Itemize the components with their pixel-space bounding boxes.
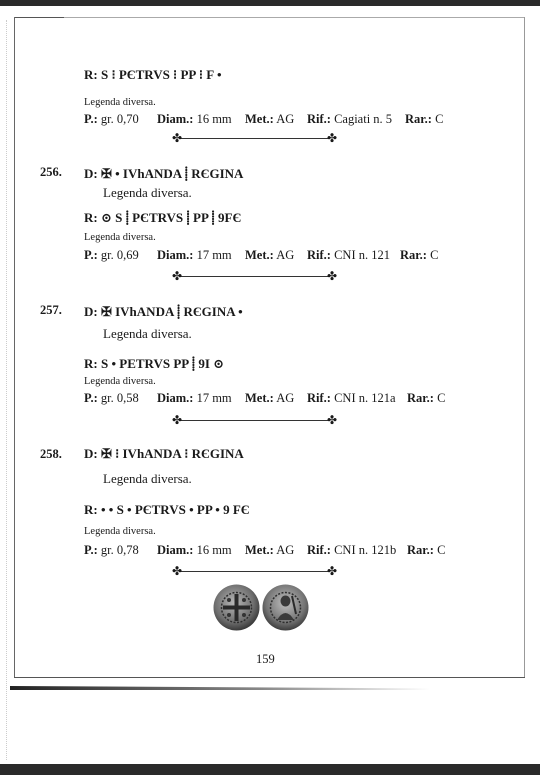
entry-reverse-note: Legenda diversa. xyxy=(84,526,156,537)
diam-label: Diam.: xyxy=(157,112,194,126)
entry-obverse-legend: D: ✠ • IVhANDA ⸽ RЄGINA xyxy=(84,166,244,181)
entry-meta-row xyxy=(84,112,139,127)
met-label: Met.: xyxy=(245,112,274,126)
rif-label: Rif.: xyxy=(307,112,331,126)
diam-field xyxy=(157,112,232,127)
diam-field xyxy=(157,543,232,558)
entry-reverse-legend: R: ⊙ S ⸽ PЄTRVS ⸽ PP ⸽ 9FЄ xyxy=(84,210,242,225)
entry-obverse-note: Legenda diversa. xyxy=(103,185,192,200)
entry-reverse-note: Legenda diversa. xyxy=(84,232,156,243)
rar-field xyxy=(407,543,445,558)
entry-number: 257. xyxy=(40,303,62,317)
coin-obverse-icon xyxy=(213,584,260,631)
fleuron-icon: ✤ xyxy=(172,269,183,283)
diam-value: 17 mm xyxy=(196,248,232,262)
peso-field xyxy=(84,248,139,263)
coin-reverse-icon xyxy=(262,584,309,631)
rar-value: C xyxy=(437,391,446,405)
fleuron-icon: ✤ xyxy=(326,564,337,578)
diam-field xyxy=(157,248,232,263)
peso-label: P.: xyxy=(84,248,98,262)
rar-field xyxy=(405,112,443,127)
rif-value: CNI n. 121a xyxy=(334,391,396,405)
peso-value: gr. 0,78 xyxy=(100,543,139,557)
met-field xyxy=(245,112,294,127)
rif-field xyxy=(307,112,392,127)
met-label: Met.: xyxy=(245,391,274,405)
separator-rule xyxy=(172,414,337,426)
separator-rule xyxy=(172,270,337,282)
entry-reverse-note: Legenda diversa. xyxy=(84,97,156,108)
entry-reverse-legend: R: S ⁝ PЄTRVS ⁝ PP ⁝ F • xyxy=(84,67,222,82)
met-value: AG xyxy=(276,391,295,405)
rar-value: C xyxy=(430,248,439,262)
fleuron-icon: ✤ xyxy=(172,564,183,578)
rif-label: Rif.: xyxy=(307,391,331,405)
entry-reverse-note: Legenda diversa. xyxy=(84,376,156,387)
entry-reverse-legend: R: S • PETRVS PP ⸽ 9I ⊙ xyxy=(84,356,225,371)
entry-obverse-note: Legenda diversa. xyxy=(103,326,192,341)
frame-top-line xyxy=(14,17,64,18)
entry-obverse-note: Legenda diversa. xyxy=(103,471,192,486)
peso-value: gr. 0,58 xyxy=(100,391,139,405)
entry-number: 258. xyxy=(40,447,62,461)
entry-obverse-legend: D: ✠ IVhANDA ⸽ RЄGINA • xyxy=(84,304,243,319)
fleuron-icon: ✤ xyxy=(326,269,337,283)
rif-value: CNI n. 121b xyxy=(334,543,397,557)
rar-label: Rar.: xyxy=(400,248,427,262)
diam-value: 17 mm xyxy=(196,391,232,405)
entry-number: 256. xyxy=(40,165,62,179)
peso-field xyxy=(84,543,139,558)
met-field xyxy=(245,543,294,558)
diam-value: 16 mm xyxy=(196,112,232,126)
met-value: AG xyxy=(276,112,295,126)
frame-right-line xyxy=(524,17,525,677)
met-label: Met.: xyxy=(245,543,274,557)
diam-label: Diam.: xyxy=(157,248,194,262)
rif-field xyxy=(307,543,396,558)
met-label: Met.: xyxy=(245,248,274,262)
scan-bottom-edge xyxy=(0,764,540,775)
scan-edge-line xyxy=(6,20,7,760)
diam-value: 16 mm xyxy=(196,543,232,557)
rif-value: Cagiati n. 5 xyxy=(334,112,393,126)
entry-obverse-legend: D: ✠ ⁝ IVhANDA ⁝ RЄGINA xyxy=(84,446,244,461)
rar-value: C xyxy=(435,112,444,126)
rar-label: Rar.: xyxy=(405,112,432,126)
frame-top-line-light xyxy=(64,17,524,18)
diam-field xyxy=(157,391,232,406)
fleuron-icon: ✤ xyxy=(326,131,337,145)
rif-value: CNI n. 121 xyxy=(334,248,390,262)
met-value: AG xyxy=(276,543,295,557)
rar-label: Rar.: xyxy=(407,543,434,557)
rar-field xyxy=(400,248,438,263)
entry-reverse-legend: R: • • S • PЄTRVS • PP • 9 FЄ xyxy=(84,502,250,517)
frame-left-line xyxy=(14,17,15,677)
met-value: AG xyxy=(276,248,295,262)
fleuron-icon: ✤ xyxy=(172,413,183,427)
separator-rule xyxy=(172,565,337,577)
peso-value: gr. 0,69 xyxy=(100,248,139,262)
diam-label: Diam.: xyxy=(157,391,194,405)
rif-label: Rif.: xyxy=(307,248,331,262)
peso-label: P.: xyxy=(84,112,98,126)
rif-field xyxy=(307,248,390,263)
met-field xyxy=(245,391,294,406)
peso-label: P.: xyxy=(84,543,98,557)
peso-value: gr. 0,70 xyxy=(100,112,139,126)
peso-label: P.: xyxy=(84,391,98,405)
rif-field xyxy=(307,391,396,406)
frame-bottom-line xyxy=(14,677,525,678)
peso-field xyxy=(84,391,139,406)
binding-shadow xyxy=(10,686,430,690)
met-field xyxy=(245,248,294,263)
rar-value: C xyxy=(437,543,446,557)
separator-rule xyxy=(172,132,337,144)
fleuron-icon: ✤ xyxy=(172,131,183,145)
rar-label: Rar.: xyxy=(407,391,434,405)
rar-field xyxy=(407,391,445,406)
diam-label: Diam.: xyxy=(157,543,194,557)
rif-label: Rif.: xyxy=(307,543,331,557)
page-number: 159 xyxy=(256,652,275,666)
fleuron-icon: ✤ xyxy=(326,413,337,427)
scan-top-edge xyxy=(0,0,540,6)
